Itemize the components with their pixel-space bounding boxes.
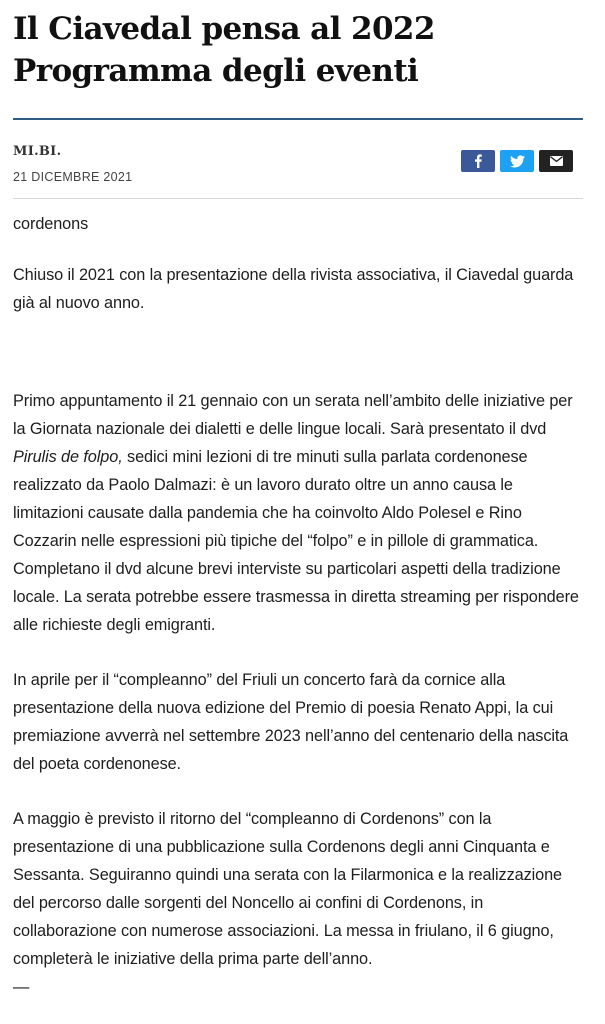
article-meta	[13, 120, 583, 199]
article-body	[13, 210, 583, 1001]
share-buttons	[461, 150, 573, 172]
article-paragraph: A maggio è previsto il ritorno del “compleanno di Cordenons” con la presentazione di una pubblicazione sulla Cordenons degli anni Cinquanta e Sessanta. Seguiranno quindi una serata con la Filarmonica e la realizzazione del percorso dalle sorgenti del Noncello ai confini di Cordenons, in collaborazione con numerose associazioni. La messa in friulano, il 6 giugno, completerà le iniziative della prima parte dell’anno.	[13, 810, 563, 968]
article	[13, 0, 583, 1001]
article-location: cordenons	[13, 215, 89, 233]
article-paragraph: In aprile per il “compleanno” del Friuli un concerto farà da cornice alla presentazione della nuova edizione del Premio di poesia Renato Appi, la cui premiazione avverrà nel settembre 2023 nell’anno del centenario della nascita del poeta cordenonese.	[13, 671, 569, 773]
paragraph-text: Primo appuntamento il 21 gennaio con un serata nell’ambito delle iniziative per la Giornata nazionale dei dialetti e delle lingue locali. Sarà presentato il dvd	[13, 392, 573, 438]
facebook-icon	[473, 154, 483, 168]
dvd-title: Pirulis de folpo,	[13, 448, 123, 466]
email-icon	[550, 156, 563, 166]
share-twitter-button[interactable]	[500, 150, 534, 172]
article-end-mark: —	[13, 978, 30, 996]
share-email-button[interactable]	[539, 150, 573, 172]
article-title	[13, 8, 583, 92]
paragraph-text: sedici mini lezioni di tre minuti sulla parlata cordenonese realizzato da Paolo Dalmazi: è un lavoro durato oltre un anno causa le limitazioni causate dalla pandemia che ha coinvolto Aldo Polesel e Rino Cozzarin nelle espressioni più tipiche del “folpo” e in pillole di grammatica. Completano il dvd alcune brevi interviste su particolari aspetti della tradizione locale. La serata potrebbe essere trasmessa in diretta streaming per rispondere alle richieste degli emigranti.	[13, 448, 579, 634]
article-title-line-2: Programma degli eventi	[13, 53, 419, 89]
article-intro: Chiuso il 2021 con la presentazione della rivista associativa, il Ciavedal guarda già al nuovo anno.	[13, 266, 574, 312]
publish-date: 21 DICEMBRE 2021	[13, 170, 133, 184]
author-byline[interactable]: MI.BI.	[13, 144, 62, 159]
share-facebook-button[interactable]	[461, 150, 495, 172]
article-title-line-1: Il Ciavedal pensa al 2022	[13, 11, 435, 47]
twitter-icon	[510, 155, 525, 168]
article-paragraph	[13, 387, 583, 639]
